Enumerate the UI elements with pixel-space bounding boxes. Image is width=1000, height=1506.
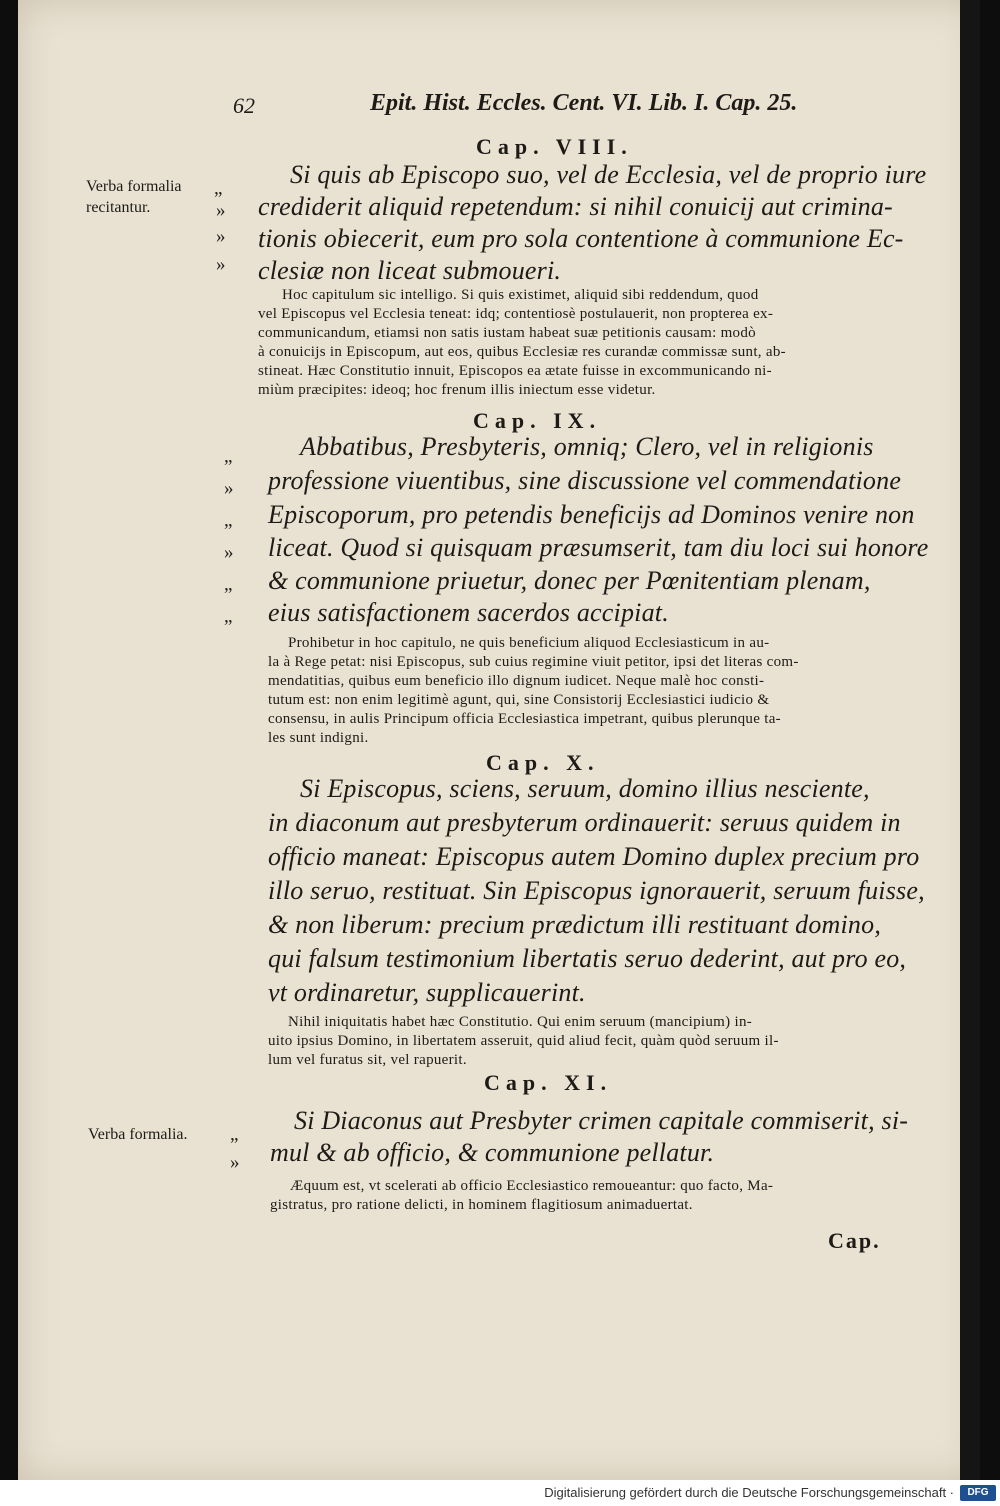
canon-line: Episcoporum, pro petendis beneficijs ad Dominos venire non [268, 500, 915, 529]
chapter-heading: Cap. IX. [473, 408, 602, 433]
quote-mark: » [224, 478, 234, 499]
quote-mark: » [230, 1152, 240, 1173]
quote-mark: „ [224, 606, 233, 627]
commentary-line: mendatitias, quibus eum beneficio illo dignum iudicet. Neque malè hoc consti- [268, 673, 765, 689]
quote-mark: » [216, 200, 226, 221]
chapter-heading: Cap. XI. [484, 1070, 613, 1095]
page-edge-shadow [960, 0, 980, 1480]
commentary-line: tutum est: non enim legitimè agunt, qui, sine Consistorij Ecclesiastici iudicio & [268, 692, 770, 708]
margin-note: Verba formalia. [88, 1126, 188, 1143]
commentary-line: les sunt indigni. [268, 730, 369, 746]
chapter-heading: Cap. VIII. [476, 134, 633, 159]
commentary-line: Prohibetur in hoc capitulo, ne quis beneficium aliquod Ecclesiasticum in au- [288, 635, 770, 651]
canon-line: officio maneat: Episcopus autem Domino duplex precium pro [268, 842, 920, 871]
canon-line: crediderit aliquid repetendum: si nihil conuicij aut crimina- [258, 192, 893, 221]
quote-mark: » [224, 542, 234, 563]
digitization-footer [0, 1480, 1000, 1506]
running-head: Epit. Hist. Eccles. Cent. VI. Lib. I. Cap. 25. [370, 90, 798, 116]
commentary-line: Nihil iniquitatis habet hæc Constitutio. Qui enim seruum (mancipium) in- [288, 1014, 753, 1030]
dfg-logo: DFG [960, 1485, 996, 1501]
page-number: 62 [233, 93, 255, 118]
canon-line: professione viuentibus, sine discussione vel commendatione [268, 466, 902, 495]
commentary-line: à conuicijs in Episcopum, aut eos, quibus Ecclesiæ res curandæ commissæ sunt, ab- [258, 344, 786, 360]
footer-text: Digitalisierung gefördert durch die Deutsche Forschungsgemeinschaft · [544, 1485, 954, 1500]
commentary-line: uito ipsius Domino, in libertatem asseruit, quid aliud fecit, quàm quòd seruum il- [268, 1033, 779, 1049]
quote-mark: „ [224, 446, 233, 467]
canon-line: tionis obiecerit, eum pro sola contentione à communione Ec- [258, 224, 904, 253]
canon-line: in diaconum aut presbyterum ordinauerit: seruus quidem in [268, 808, 901, 837]
commentary-line: communicandum, etiamsi non satis iustam habeat suæ petitionis causam: modò [258, 325, 756, 341]
canon-line: Abbatibus, Presbyteris, omniq; Clero, vel in religionis [300, 432, 874, 461]
commentary-line: la à Rege petat: nisi Episcopus, sub cuius regimine viuit petitor, ipsi det literas com- [268, 654, 799, 670]
quote-mark: » [216, 254, 226, 275]
canon-line: vt ordinaretur, supplicauerint. [268, 978, 586, 1007]
commentary-line: stineat. Hæc Constitutio innuit, Episcopos ea ætate fuisse in excommunicando ni- [258, 363, 772, 379]
chapter-heading: Cap. X. [486, 750, 600, 775]
canon-line: clesiæ non liceat submoueri. [258, 256, 562, 285]
commentary-line: consensu, in aulis Principum officia Ecclesiastica impetrant, quibus plerunque ta- [268, 711, 781, 727]
commentary-line: gistratus, pro ratione delicti, in hominem flagitiosum animaduertat. [270, 1197, 693, 1213]
canon-line: eius satisfactionem sacerdos accipiat. [268, 598, 669, 627]
commentary-line: vel Episcopus vel Ecclesia teneat: idq; contentiosè postulauerit, non propterea ex- [258, 306, 774, 322]
canon-line: Si Diaconus aut Presbyter crimen capitale commiserit, si- [294, 1106, 909, 1135]
commentary-line: Hoc capitulum sic intelligo. Si quis existimet, aliquid sibi reddendum, quod [282, 287, 759, 303]
quote-mark: „ [230, 1124, 239, 1145]
commentary-line: lum vel furatus sit, vel rapuerit. [268, 1052, 467, 1068]
canon-line: mul & ab officio, & communione pellatur. [270, 1138, 715, 1167]
canon-line: illo seruo, restituat. Sin Episcopus ignorauerit, seruum fuisse, [268, 876, 925, 905]
canon-line: Si quis ab Episcopo suo, vel de Ecclesia, vel de proprio iure [290, 160, 927, 189]
canon-line: qui falsum testimonium libertatis seruo dederint, aut pro eo, [268, 944, 907, 973]
quote-mark: „ [224, 574, 233, 595]
commentary-line: Æquum est, vt scelerati ab officio Ecclesiastico remoueantur: quo facto, Ma- [290, 1178, 774, 1194]
catchword: Cap. [828, 1228, 881, 1253]
quote-mark: » [216, 226, 226, 247]
canon-line: liceat. Quod si quisquam præsumserit, tam diu loci sui honore [268, 533, 929, 562]
commentary-line: miùm præcipites: ideoq; hoc frenum illis iniectum esse videtur. [258, 382, 656, 398]
canon-line: Si Episcopus, sciens, seruum, domino illius nesciente, [300, 774, 870, 803]
quote-mark: „ [224, 510, 233, 531]
margin-note: Verba formalia recitantur. [86, 178, 182, 216]
book-page [18, 0, 980, 1480]
canon-line: & non liberum: precium prædictum illi restituant domino, [268, 910, 882, 939]
canon-line: & communione priuetur, donec per Pœnitentiam plenam, [268, 566, 871, 595]
quote-mark: „ [214, 178, 223, 199]
